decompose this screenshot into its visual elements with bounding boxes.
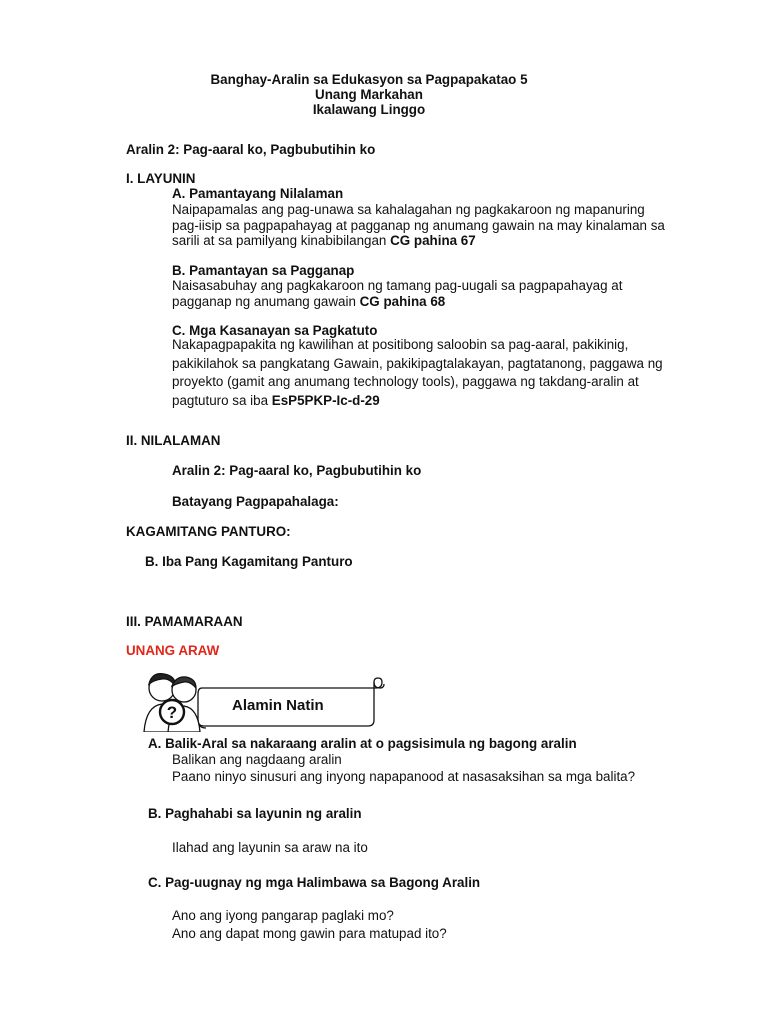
examples-question-1: Ano ang iyong pangarap paglaki mo? [172,908,394,923]
content-heading: II. NILALAMAN [126,433,221,448]
values-label: Batayang Pagpapahalaga: [172,494,339,509]
first-day-heading: UNANG ARAW [126,643,220,658]
performance-standard-text: Naisasabuhay ang pagkakaroon ng tamang pag-uugali sa pagpapahayag at pagganap ng anumang gawain CG pahina 68 [172,278,623,309]
purpose-heading: B. Paghahabi sa layunin ng aralin [148,806,362,821]
learning-competency-heading: C. Mga Kasanayan sa Pagkatuto [172,323,378,338]
content-standard-text: Naipapamalas ang pag-unawa sa kahalagahan ng pagkakaroon ng mapanuring pag-iisip sa pagpapahayag at pagganap ng anumang gawain na may kinalaman sa sarili at sa pamilyang kinabibilangan CG pahina 67 [172,202,665,248]
other-materials-label: B. Iba Pang Kagamitang Panturo [145,554,353,569]
purpose-line: Ilahad ang layunin sa araw na ito [172,840,368,855]
curriculum-guide-reference: CG pahina 67 [390,233,476,248]
review-question: Paano ninyo sinusuri ang inyong napapanood at nasasaksihan sa mga balita? [172,769,636,784]
quarter-label: Unang Markahan [315,87,423,102]
examples-heading: C. Pag-uugnay ng mga Halimbawa sa Bagong Aralin [148,875,481,890]
procedure-heading: III. PAMAMARAAN [126,614,243,629]
question-mark-icon: ? [166,703,178,722]
content-standard-heading: A. Pamantayang Nilalaman [172,186,344,201]
review-heading: A. Balik-Aral sa nakaraang aralin at o pagsisimula ng bagong aralin [148,736,577,751]
week-label: Ikalawang Linggo [312,102,426,117]
objectives-heading: I. LAYUNIN [126,171,196,186]
curriculum-guide-reference: CG pahina 68 [359,293,446,309]
lesson-title: Aralin 2: Pag-aaral ko, Pagbubutihin ko [126,142,376,157]
content-lesson-title: Aralin 2: Pag-aaral ko, Pagbubutihin ko [172,463,422,478]
alamin-natin-label: Alamin Natin [232,697,324,714]
competency-code: EsP5PKP-Ic-d-29 [271,392,380,408]
review-line: Balikan ang nagdaang aralin [172,752,342,767]
materials-heading: KAGAMITANG PANTURO: [126,524,291,539]
examples-question-2: Ano ang dapat mong gawin para matupad ito? [172,926,447,941]
performance-standard-heading: B. Pamantayan sa Pagganap [172,263,355,278]
learning-competency-text: Nakapagpapakita ng kawilihan at positibong saloobin sa pag-aaral, pakikinig, pakikilahok sa pangkatang Gawain, pakikipagtalakayan, pagtatanong, paggawa ng proyekto (gamit ang anumang technology tools), paggawa ng takdang-aralin at pagtuturo sa iba EsP5PKP-Ic-d-29 [172,337,663,408]
document-title: Banghay-Aralin sa Edukasyon sa Pagpapakatao 5 [210,72,528,87]
